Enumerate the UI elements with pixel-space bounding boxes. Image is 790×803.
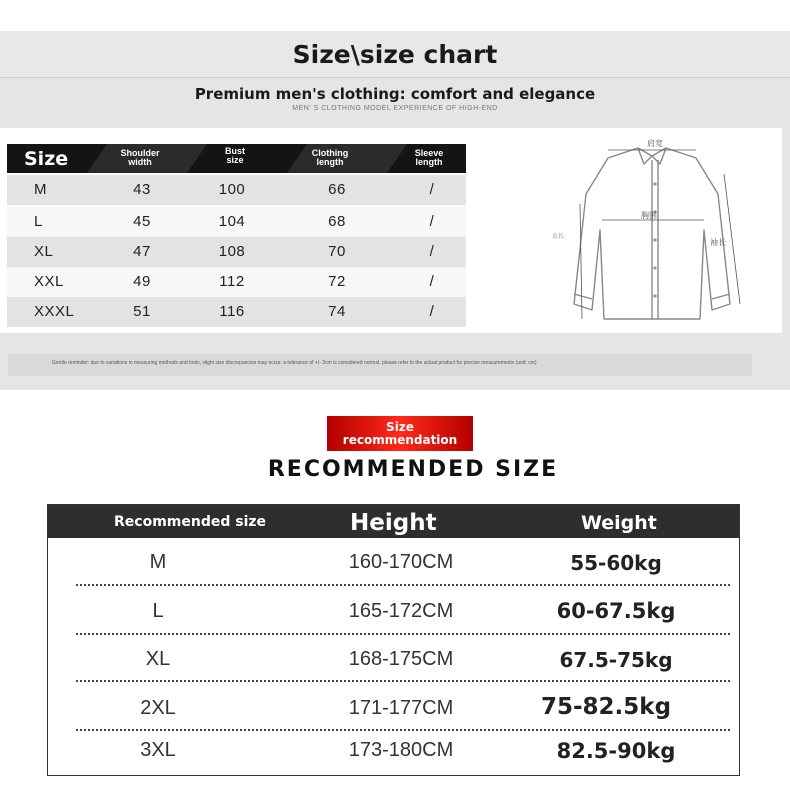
shoulder-cell: 51	[133, 303, 151, 320]
rec-weight-cell: 67.5-75kg	[559, 648, 673, 672]
size-row-xxxl	[7, 297, 466, 327]
row-divider	[76, 729, 730, 731]
rec-weight-cell: 75-82.5kg	[540, 694, 672, 720]
sleeve-cell: /	[429, 181, 435, 198]
size-row-l	[7, 207, 466, 237]
length-cell: 74	[328, 303, 346, 320]
bust-cell: 108	[218, 243, 246, 260]
size-chart-table	[7, 144, 466, 327]
shoulder-cell: 49	[133, 273, 151, 290]
badge-line-2: recommendation	[342, 433, 458, 447]
size-cell: XXL	[34, 273, 64, 290]
rec-size-cell: 2XL	[140, 697, 176, 719]
sleeve-cell: /	[429, 273, 435, 290]
shoulder-cell: 47	[133, 243, 151, 260]
size-row-xxl	[7, 267, 466, 297]
row-divider	[76, 680, 730, 682]
rec-size-cell: 3XL	[140, 739, 176, 761]
page-title: Size\size chart	[292, 40, 498, 69]
recommended-size-header	[48, 505, 739, 538]
length-cell: 70	[328, 243, 346, 260]
shoulder-cell: 45	[133, 213, 151, 230]
diagram-label-shoulder: 肩宽	[647, 139, 663, 148]
rec-height-cell: 160-170CM	[348, 551, 454, 573]
size-recommendation-badge	[327, 416, 473, 451]
sleeve-cell: /	[429, 303, 435, 320]
recommended-size-table	[47, 504, 740, 776]
size-cell: L	[34, 213, 43, 230]
size-row-m	[7, 175, 466, 205]
sleeve-cell: /	[429, 213, 435, 230]
rec-height-cell: 165-172CM	[348, 600, 454, 622]
header-weight: Weight	[581, 512, 657, 534]
badge-line-1: Size	[386, 420, 414, 434]
diagram-label-bust: 胸围	[641, 211, 657, 220]
size-cell: M	[34, 181, 47, 198]
shoulder-cell: 43	[133, 181, 151, 198]
rec-height-cell: 173-180CM	[348, 739, 454, 761]
rec-weight-cell: 82.5-90kg	[556, 739, 676, 763]
rec-height-cell: 168-175CM	[348, 648, 454, 670]
length-cell: 68	[328, 213, 346, 230]
subtitle-caption: MEN' S CLOTHING MODEL EXPERIENCE OF HIGH-END	[292, 105, 498, 112]
header-bust-size: Bust size	[225, 146, 245, 165]
length-cell: 72	[328, 273, 346, 290]
chart-panel	[0, 128, 782, 333]
size-chart-section	[0, 31, 790, 390]
header-sleeve-length: Sleeve length	[414, 148, 444, 167]
header-size: Size	[24, 148, 69, 170]
row-divider	[76, 633, 730, 635]
rec-size-cell: XL	[145, 648, 171, 670]
header-shoulder-width: Shoulder width	[120, 148, 160, 167]
row-divider	[76, 584, 730, 586]
subtitle: Premium men's clothing: comfort and elegance	[194, 85, 596, 103]
bust-cell: 112	[219, 273, 245, 290]
diagram-label-sleeve: 袖长	[710, 238, 726, 247]
sleeve-cell: /	[429, 243, 435, 260]
size-chart-header	[7, 144, 466, 173]
size-cell: XL	[34, 243, 54, 260]
reminder-note: Gentle reminder: due to variations in measuring methods and tools, slight size discrepancies may occur. a tolerance of +/- 2cm is considered normal. please refer to the actual product for precise measurements (unit: cm)	[52, 360, 537, 366]
rec-weight-cell: 60-67.5kg	[556, 599, 676, 623]
header-recommended-size: Recommended size	[114, 514, 267, 530]
rec-size-cell: M	[149, 551, 167, 573]
header-height: Height	[350, 510, 437, 536]
rec-weight-cell: 55-60kg	[570, 551, 662, 575]
diagram-label-length: 衣长	[552, 234, 565, 240]
bust-cell: 116	[219, 303, 245, 320]
rec-height-cell: 171-177CM	[348, 697, 454, 719]
length-cell: 66	[328, 181, 346, 198]
recommended-size-title: RECOMMENDED SIZE	[267, 457, 559, 482]
bust-cell: 100	[218, 181, 246, 198]
recommended-row-3xl	[48, 733, 739, 781]
size-row-xl	[7, 237, 466, 267]
header-clothing-length: Clothing length	[311, 148, 349, 167]
size-cell: XXXL	[34, 303, 75, 320]
bust-cell: 104	[218, 213, 246, 230]
shirt-measurement-diagram	[540, 134, 770, 327]
rec-size-cell: L	[152, 600, 164, 622]
